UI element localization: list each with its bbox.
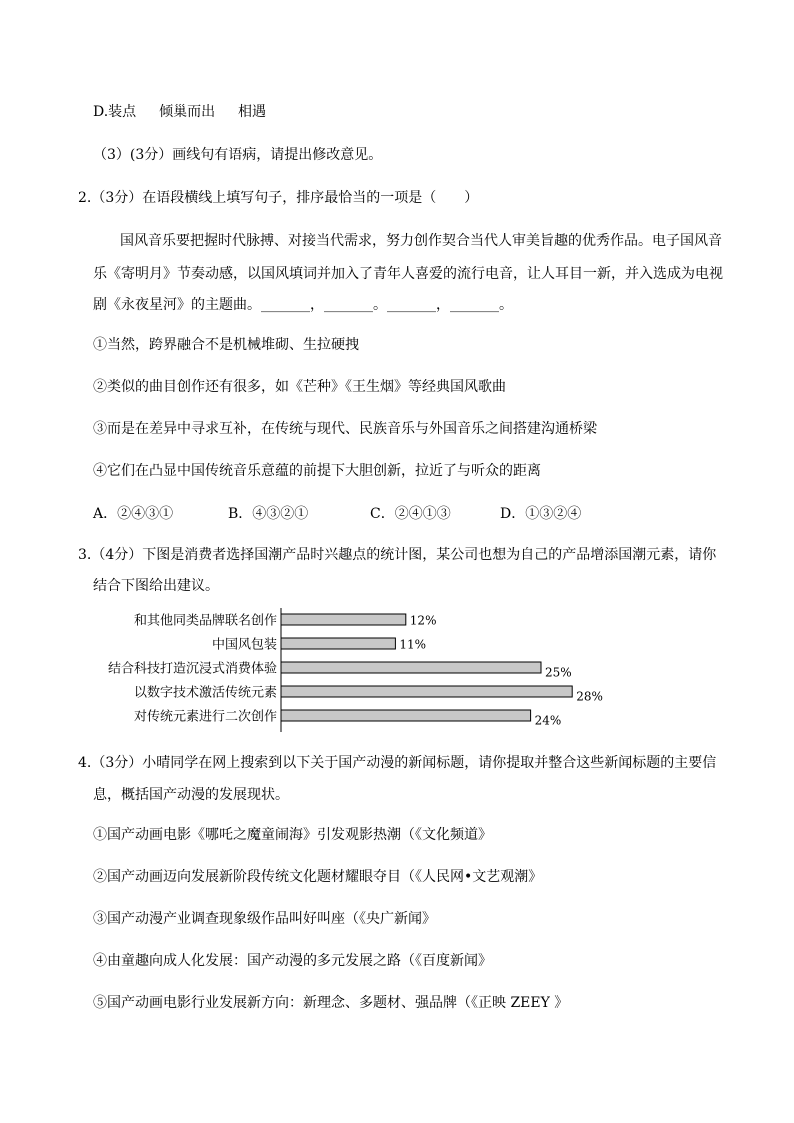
category-label: 中国风包装 (211, 637, 277, 653)
data-label: 25% (545, 665, 572, 680)
category-label: 以数字技术激活传统元素 (133, 685, 277, 701)
q4-stem-1: 4.（3分）小晴同学在网上搜索到以下关于国产动漫的新闻标题，请你提取并整合这些新闻标题的主要信 (78, 755, 717, 771)
interest-bar-chart (80, 608, 603, 738)
bar (281, 710, 531, 721)
q4-item: ⑤国产动画电影行业发展新方向：新理念、多题材、强品牌（《正映 ZEEY 》 (93, 995, 569, 1011)
q2-item: ④它们在凸显中国传统音乐意蕴的前提下大胆创新，拉近了与听众的距离 (93, 463, 541, 479)
q2-stem: 2.（3分）在语段横线上填写句子，排序最恰当的一项是（ ） (78, 190, 479, 206)
q2-passage-1: 国风音乐要把握时代脉搏、对接当代需求，努力创作契合当代人审美旨趣的优秀作品。电子国风音 (120, 233, 722, 249)
q2-choice-a: A．②④③① (93, 506, 174, 522)
data-label: 24% (534, 713, 562, 728)
q2-passage-2: 乐《寄明月》节奏动感，以国风填词并加入了青年人喜爱的流行电音，让人耳目一新，并入选成为电视 (93, 266, 723, 282)
q2-item: ①当然，跨界融合不是机械堆砌、生拉硬拽 (93, 337, 359, 353)
data-label: 28% (576, 689, 603, 704)
q2-item: ③而是在差异中寻求互补，在传统与现代、民族音乐与外国音乐之间搭建沟通桥梁 (93, 421, 597, 437)
q4-item: ②国产动画迈向发展新阶段传统文化题材耀眼夺目（《人民网•文艺观潮》 (93, 869, 543, 885)
q4-item: ③国产动漫产业调查现象级作品叫好叫座（《央广新闻》 (93, 911, 436, 927)
q2-passage-3: 剧《永夜星河》的主题曲。_______，_______。_______，_______。 (93, 297, 513, 313)
category-label: 结合科技打造沉浸式消费体验 (107, 661, 277, 677)
bar (281, 614, 406, 625)
bar (281, 662, 541, 673)
category-label: 和其他同类品牌联名创作 (133, 613, 277, 629)
q2-item: ②类似的曲目创作还有很多，如《芒种》《王生烟》等经典国风歌曲 (93, 379, 506, 395)
data-label: 12% (409, 613, 437, 628)
q2-choice-d: D．①③②④ (500, 506, 582, 522)
q4-item: ④由童趣向成人化发展：国产动漫的多元发展之路（《百度新闻》 (93, 953, 492, 969)
bar (281, 638, 395, 649)
q2-choice-c: C．②④①③ (370, 506, 451, 522)
q1-sub3: （3）(3分）画线句有语病，请提出修改意见。 (93, 147, 383, 163)
q1-option-d: D.装点 倾巢而出 相遇 (93, 104, 266, 120)
q4-stem-2: 息，概括国产动漫的发展现状。 (93, 787, 289, 803)
q4-item: ①国产动画电影《哪吒之魔童闹海》引发观影热潮（《文化频道》 (93, 827, 492, 843)
category-label: 对传统元素进行二次创作 (133, 709, 277, 725)
q2-choice-b: B．④③②① (228, 506, 309, 522)
q3-stem-1: 3.（4分）下图是消费者选择国潮产品时兴趣点的统计图，某公司也想为自己的产品增添国潮元素，请你 (78, 547, 717, 563)
q3-stem-2: 结合下图给出建议。 (93, 578, 219, 594)
data-label: 11% (399, 637, 427, 652)
bar (281, 686, 572, 697)
